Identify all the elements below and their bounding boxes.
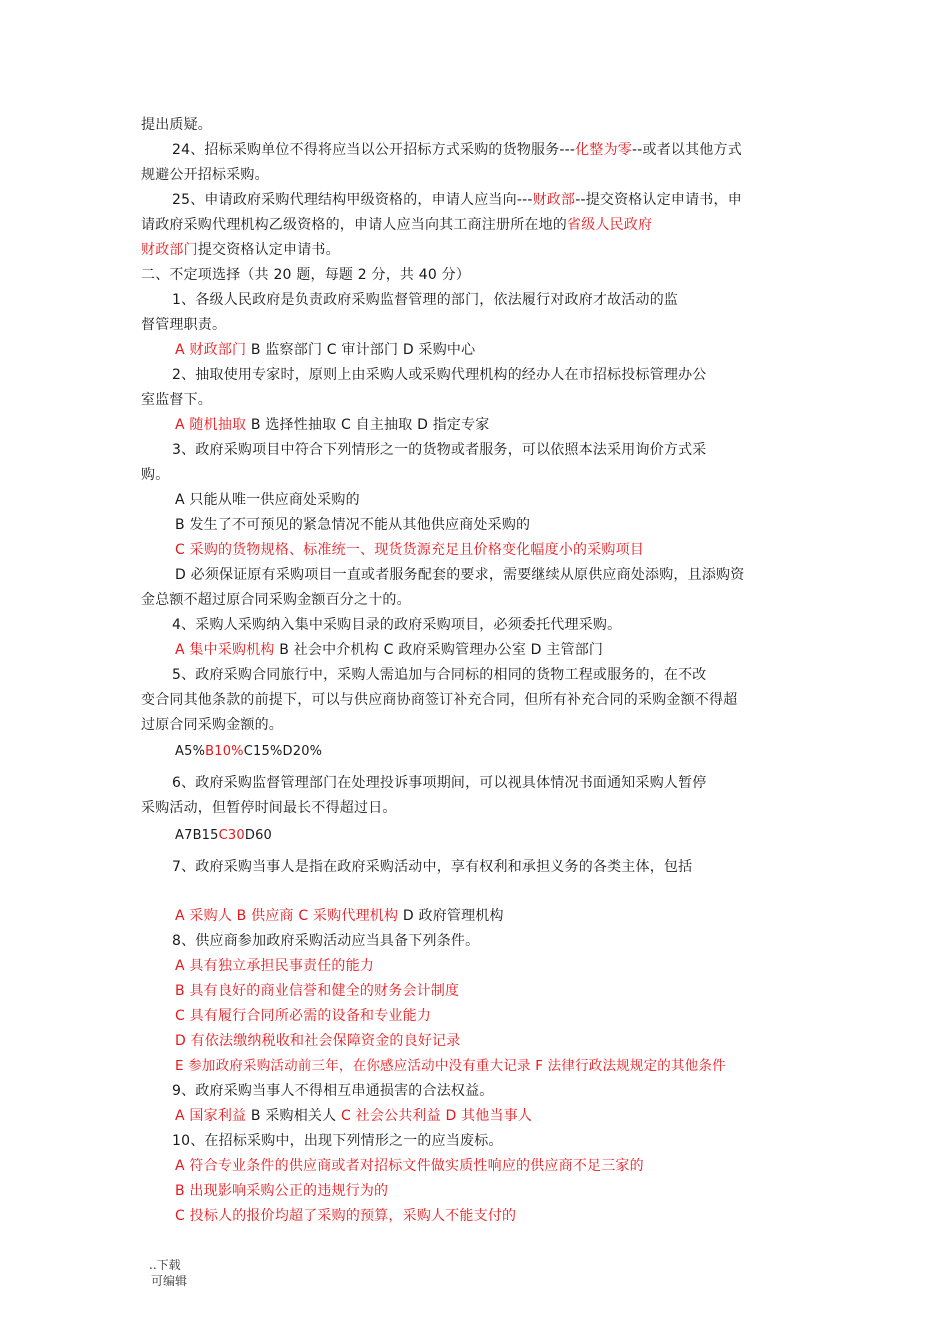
text-line: 财政部门提交资格认定申请书。 xyxy=(141,242,340,258)
text-line: 督管理职责。 xyxy=(141,317,227,333)
question-2: 2、抽取使用专家时，原则上由采购人或采购代理机构的经办人在市招标投标管理办公 xyxy=(172,367,707,383)
question-7: 7、政府采购当事人是指在政府采购活动中，享有权利和承担义务的各类主体，包括 xyxy=(172,859,693,875)
footer-editable: 可编辑 xyxy=(151,1274,188,1288)
answer-text: 省级人民政府 xyxy=(567,217,653,233)
answer-text: 化整为零 xyxy=(575,142,632,158)
answer-option-line: C 具有履行合同所必需的设备和专业能力 xyxy=(175,1008,432,1024)
options-7: A 采购人 B 供应商 C 采购代理机构 D 政府管理机构 xyxy=(175,908,504,924)
text-line: 变合同其他条款的前提下，可以与供应商协商签订补充合同，但所有补充合同的采购金额不得超 xyxy=(141,692,738,708)
text-line: 室监督下。 xyxy=(141,392,212,408)
text-line: 提出质疑。 xyxy=(141,117,212,133)
text-line: 购。 xyxy=(141,467,170,483)
text-line: 过原合同采购金额的。 xyxy=(141,717,283,733)
question-8: 8、供应商参加政府采购活动应当具备下列条件。 xyxy=(172,933,480,949)
text-line: 规避公开招标采购。 xyxy=(141,167,269,183)
answer-text: A 财政部门 xyxy=(175,342,247,358)
answer-option-line: C 投标人的报价均超了采购的预算，采购人不能支付的 xyxy=(175,1208,517,1224)
answer-option-line: B 具有良好的商业信誉和健全的财务会计制度 xyxy=(175,983,460,999)
options-2: A 随机抽取 B 选择性抽取 C 自主抽取 D 指定专家 xyxy=(175,417,490,433)
answer-option-line: C 采购的货物规格、标准统一、现货货源充足且价格变化幅度小的采购项目 xyxy=(175,542,645,558)
question-24: 24、招标采购单位不得将应当以公开招标方式采购的货物服务---化整为零--或者以其他方式 xyxy=(172,142,742,158)
text-line: 请政府采购代理机构乙级资格的，申请人应当向其工商注册所在地的省级人民政府 xyxy=(141,217,653,233)
question-4: 4、采购人采购纳入集中采购目录的政府采购项目，必须委托代理采购。 xyxy=(172,617,622,633)
answer-text: 财政部 xyxy=(532,192,576,208)
answer-text: 财政部门 xyxy=(141,242,198,258)
answer-text: A 随机抽取 xyxy=(175,417,247,433)
question-10: 10、在招标采购中，出现下列情形之一的应当废标。 xyxy=(172,1133,503,1149)
question-5: 5、政府采购合同旅行中，采购人需追加与合同标的相同的货物工程或服务的，在不改 xyxy=(172,667,707,683)
option-line: D 必须保证原有采购项目一直或者服务配套的要求，需要继续从原供应商处添购，且添购资 xyxy=(175,567,745,583)
answer-text: B10% xyxy=(205,744,244,759)
answer-text: C30 xyxy=(218,828,245,843)
question-3: 3、政府采购项目中符合下列情形之一的货物或者服务，可以依照本法采用询价方式采 xyxy=(172,442,707,458)
section-heading: 二、不定项选择（共 20 题，每题 2 分，共 40 分） xyxy=(141,267,471,283)
question-25: 25、申请政府采购代理结构甲级资格的，申请人应当向---财政部--提交资格认定申请书，申 xyxy=(172,192,742,208)
option-line: A 只能从唯一供应商处采购的 xyxy=(175,492,360,508)
options-5: A5%B10%C15%D20% xyxy=(175,744,323,759)
answer-text: A 采购人 B 供应商 C 采购代理机构 xyxy=(175,908,399,924)
answer-text: A 国家利益 xyxy=(175,1108,247,1124)
options-9: A 国家利益 B 采购相关人 C 社会公共利益 D 其他当事人 xyxy=(175,1108,533,1124)
options-6: A7B15C30D60 xyxy=(175,828,273,843)
answer-text: A 集中采购机构 xyxy=(175,642,275,658)
question-6: 6、政府采购监督管理部门在处理投诉事项期间，可以视具体情况书面通知采购人暂停 xyxy=(172,775,707,791)
answer-option-line: E 参加政府采购活动前三年，在你感应活动中没有重大记录 F 法律行政法规规定的其他条件 xyxy=(175,1058,726,1074)
answer-option-line: D 有依法缴纳税收和社会保障资金的良好记录 xyxy=(175,1033,461,1049)
question-1: 1、各级人民政府是负责政府采购监督管理的部门，依法履行对政府才故活动的监 xyxy=(172,292,679,308)
question-9: 9、政府采购当事人不得相互串通损害的合法权益。 xyxy=(172,1083,494,1099)
answer-option-line: A 符合专业条件的供应商或者对招标文件做实质性响应的供应商不足三家的 xyxy=(175,1158,644,1174)
text-line: 采购活动，但暂停时间最长不得超过日。 xyxy=(141,800,397,816)
options-4: A 集中采购机构 B 社会中介机构 C 政府采购管理办公室 D 主管部门 xyxy=(175,642,604,658)
answer-option-line: B 出现影响采购公正的违规行为的 xyxy=(175,1183,389,1199)
answer-option-line: A 具有独立承担民事责任的能力 xyxy=(175,958,375,974)
answer-text: C 社会公共利益 D 其他当事人 xyxy=(341,1108,533,1124)
footer-download: ..下载 xyxy=(149,1258,181,1272)
options-1: A 财政部门 B 监察部门 C 审计部门 D 采购中心 xyxy=(175,342,476,358)
option-line: B 发生了不可预见的紧急情况不能从其他供应商处采购的 xyxy=(175,517,531,533)
text-line: 金总额不超过原合同采购金额百分之十的。 xyxy=(141,592,411,608)
